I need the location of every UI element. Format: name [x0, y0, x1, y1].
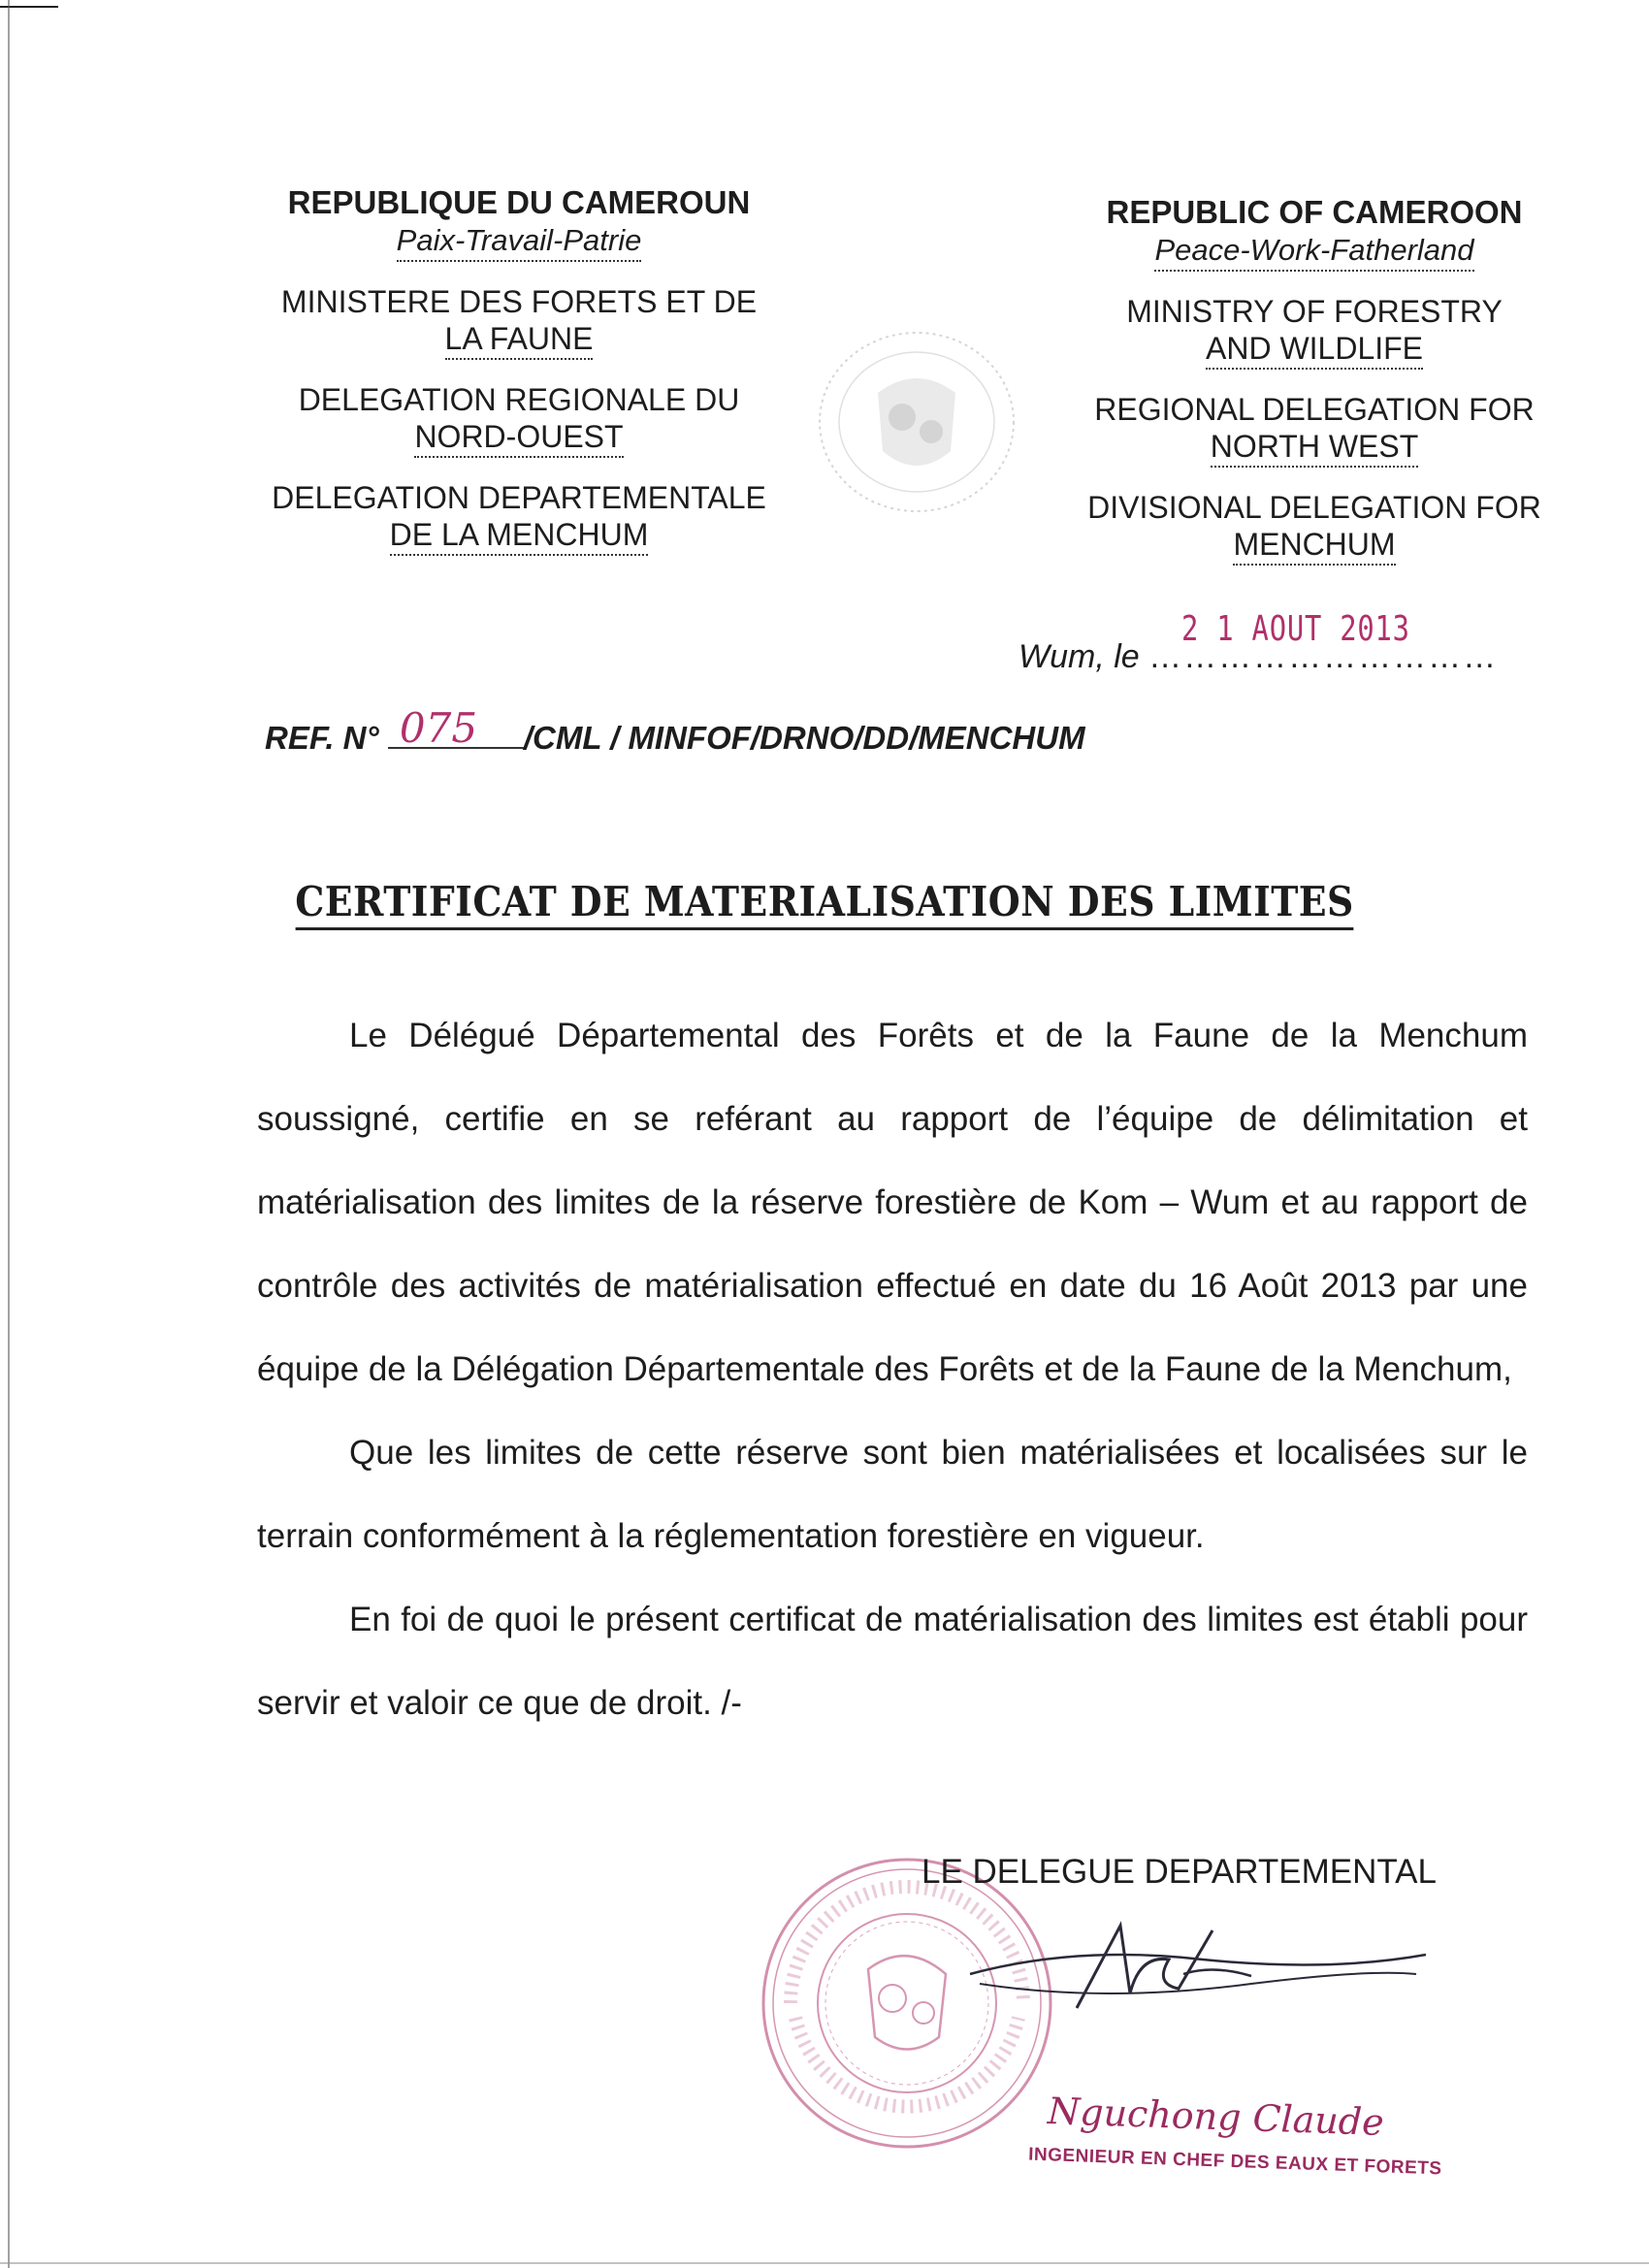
motto-fr: Paix-Travail-Patrie: [397, 222, 642, 262]
dateline: [1018, 638, 1498, 676]
ministry-line1-fr: MINISTERE DES FORETS ET DE: [280, 284, 758, 319]
divisional-line2-en: MENCHUM: [1233, 526, 1395, 566]
document-title-text: CERTIFICAT DE MATERIALISATION DES LIMITES: [295, 878, 1354, 930]
country-name-en: REPUBLIC OF CAMEROON: [1106, 194, 1523, 230]
motto-en: Peace-Work-Fatherland: [1154, 232, 1473, 272]
date-stamp: 2 1 AOUT 2013: [1181, 609, 1410, 649]
body-paragraph-1: Le Délégué Départemental des Forêts et de la Faune de la Menchum soussigné, certifie en se reférant au rapport de l’équipe de délimitation et matérialisation des limites de la réserve forestière de Kom – Wum et au rapport de contrôle des activités de matérialisation effectué en date du 16 Août 2013 par une équipe de la Délégation Départementale des Forêts et de la Faune de la Menchum,: [257, 1017, 1528, 1388]
regional-line1-fr: DELEGATION REGIONALE DU: [298, 382, 740, 417]
signatory-title: LE DELEGUE DEPARTEMENTAL: [922, 1853, 1437, 1891]
reference-suffix: /CML / MINFOF/DRNO/DD/MENCHUM: [523, 720, 1085, 756]
signer-position: INGENIEUR EN CHEF DES EAUX ET FORETS: [1027, 2144, 1442, 2180]
coat-of-arms-icon: [810, 325, 1023, 519]
country-name-fr: REPUBLIQUE DU CAMEROUN: [287, 184, 751, 220]
reference-number: 075: [399, 704, 478, 752]
body-paragraph-2: Que les limites de cette réserve sont bien matérialisées et localisées sur le terrain conformément à la réglementation forestière en vigueur.: [257, 1434, 1528, 1555]
ministry-line1-en: MINISTRY OF FORESTRY: [1126, 294, 1503, 329]
regional-line1-en: REGIONAL DELEGATION FOR: [1094, 392, 1535, 427]
divisional-line1-fr: DELEGATION DEPARTEMENTALE: [272, 480, 766, 515]
handwritten-signature-icon: [960, 1916, 1445, 2032]
header-french: [247, 184, 791, 556]
divisional-line2-fr: DE LA MENCHUM: [390, 516, 649, 556]
header-english: [1052, 194, 1576, 566]
dateline-dots: …………………………: [1148, 638, 1499, 675]
signer-name: Nguchong Claude: [1047, 2089, 1385, 2145]
reference-line: [265, 704, 1085, 757]
scan-edge-line-bottom: [0, 2262, 1649, 2264]
ministry-line2-fr: LA FAUNE: [445, 320, 594, 360]
regional-line2-fr: NORD-OUEST: [414, 418, 623, 458]
document-body: [257, 994, 1528, 1745]
regional-line2-en: NORTH WEST: [1211, 428, 1419, 468]
scan-edge-line-vertical: [8, 0, 10, 2268]
document-title: [82, 878, 1567, 925]
dateline-place: Wum, le: [1018, 638, 1140, 675]
ministry-line2-en: AND WILDLIFE: [1206, 330, 1423, 370]
divisional-line1-en: DIVISIONAL DELEGATION FOR: [1087, 490, 1541, 525]
body-paragraph-3: En foi de quoi le présent certificat de matérialisation des limites est établi pour servir et valoir ce que de droit. /-: [257, 1601, 1528, 1722]
reference-prefix: REF. N°: [265, 720, 379, 756]
